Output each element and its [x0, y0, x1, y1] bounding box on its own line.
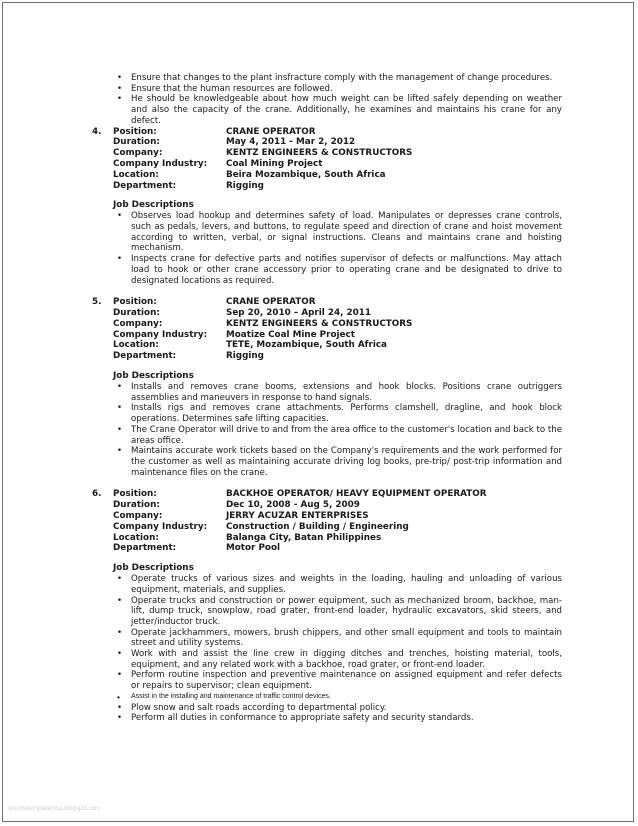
- bullet-icon: •: [117, 702, 123, 713]
- company-label: Company:: [113, 318, 163, 329]
- bullet-icon: •: [117, 73, 123, 83]
- list-item: • Installs and removes crane booms, extensions and hook blocks. Positions crane outriggers assemblies and maneuvers in response to hand signals.: [117, 382, 562, 403]
- department-row: [0, 181, 638, 192]
- section-number: 6.: [92, 489, 102, 500]
- location-row: [0, 170, 638, 181]
- duration-row: [0, 500, 638, 511]
- position-label: Position:: [113, 489, 157, 500]
- position-row: [0, 489, 638, 500]
- bullet-icon: •: [117, 254, 123, 265]
- industry-value: Construction / Building / Engineering: [226, 521, 409, 532]
- list-item: • Plow snow and salt roads according to departmental policy.: [117, 702, 387, 713]
- company-row: [0, 511, 638, 522]
- duration-label: Duration:: [113, 308, 160, 319]
- department-label: Department:: [113, 543, 177, 554]
- list-item: • Operate jackhammers, mowers, brush chippers, and other small equipment and tools to maintain street and utility systems.: [117, 627, 562, 649]
- duration-row: [0, 308, 638, 319]
- position-value: CRANE OPERATOR: [226, 297, 316, 308]
- list-item: • Work with and assist the line crew in digging ditches and trenches, hoisting material, tools, equipment, and any related work with a backhoe, road grater, or front-end loader.: [117, 649, 562, 670]
- list-item: • Observes load hookup and determines safety of load. Manipulates or depresses crane controls, such as pedals, levers, and buttons, to regulate speed and direction of crane and hoist movement according to written, verbal, or signal instructions. Cleans and maintains crane and hoisting mechanism.: [117, 211, 562, 254]
- bullet-icon: •: [117, 713, 123, 724]
- position-label: Position:: [113, 126, 157, 137]
- bullet-icon: •: [117, 574, 123, 585]
- department-label: Department:: [113, 180, 177, 191]
- position-label: Position:: [113, 297, 157, 308]
- job-description-list: [0, 211, 638, 286]
- location-label: Location:: [113, 532, 159, 543]
- duration-value: Sep 20, 2010 – April 24, 2011: [226, 308, 371, 319]
- bullet-icon: •: [117, 403, 123, 414]
- industry-row: [0, 159, 638, 170]
- bullet-icon: •: [117, 382, 123, 392]
- bullet-icon: •: [117, 670, 123, 681]
- company-value: KENTZ ENGINEERS & CONSTRUCTORS: [226, 318, 413, 329]
- list-item: • The Crane Operator will drive to and from the area office to the customer's location and back to the areas office.: [117, 424, 562, 446]
- location-value: TETE, Mozambique, South Africa: [226, 340, 387, 351]
- bullet-icon: •: [117, 649, 123, 660]
- list-item: • Ensure that the human resources are followed.: [117, 83, 333, 94]
- job-description-list: [0, 382, 638, 478]
- duration-label: Duration:: [113, 500, 160, 511]
- bullet-icon: •: [117, 83, 123, 94]
- section-number: 4.: [92, 126, 102, 137]
- list-item: • Perform all duties in conformance to appropriate safety and security standards.: [117, 713, 474, 724]
- industry-value: Moatize Coal Mine Project: [226, 329, 355, 340]
- location-value: Balanga City, Batan Philippines: [226, 532, 382, 543]
- list-item: • Installs rigs and removes crane attachments. Performs clamshell, dragline, and hook block operations. Determines safe lifting capacities.: [117, 403, 562, 425]
- list-item: • Operate trucks and construction or power equipment, such as mechanized broom, backhoe, man-lift, dump truck, snowplow, road grater, front-end loader, hydraulic excavators, skid steers, and jetter/inductor truck.: [117, 595, 562, 627]
- bullet-icon: •: [117, 691, 121, 702]
- duration-value: May 4, 2011 - Mar 2, 2012: [226, 137, 356, 148]
- industry-value: Coal Mining Project: [226, 158, 323, 169]
- resume-page: [0, 73, 638, 724]
- industry-row: [0, 330, 638, 341]
- position-row: [0, 297, 638, 308]
- bullet-icon: •: [117, 627, 123, 638]
- job-section-4: [0, 127, 638, 287]
- list-item: • Maintains accurate work tickets based on the Company's requirements and the work performed for the customer as well as maintaining accurate driving log books, pre-trip/ post-trip information and maintenance files on the crane.: [117, 446, 562, 478]
- department-value: Rigging: [226, 351, 264, 362]
- duration-value: Dec 10, 2008 - Aug 5, 2009: [226, 500, 360, 511]
- duration-row: [0, 137, 638, 148]
- list-item: • He should be knowledgeable about how much weight can be lifted safely depending on weather and also the capacity of the crane. Additionally, he examines and maintains his crane for any defect.: [117, 94, 562, 126]
- location-label: Location:: [113, 169, 159, 180]
- location-label: Location:: [113, 340, 159, 351]
- list-item: • Perform routine inspection and preventive maintenance on assigned equipment and refer defects or repairs to supervisor; clean equipment.: [117, 670, 562, 692]
- industry-label: Company Industry:: [113, 521, 208, 532]
- department-row: [0, 351, 638, 362]
- company-label: Company:: [113, 148, 163, 159]
- intro-bullet-list: [0, 73, 638, 127]
- company-row: [0, 319, 638, 330]
- department-row: [0, 543, 638, 554]
- job-section-5: [0, 297, 638, 478]
- job-descriptions-heading: Job Descriptions: [113, 200, 194, 211]
- list-item: • Inspects crane for defective parts and notifies supervisor of defects or malfunctions. May attach load to hook or other crane accessory prior to operating crane and be designated to drive to designated locations as required.: [117, 254, 562, 286]
- section-number: 5.: [92, 297, 102, 308]
- company-value: JERRY ACUZAR ENTERPRISES: [226, 510, 369, 521]
- position-value: CRANE OPERATOR: [226, 126, 316, 137]
- location-value: Beira Mozambique, South Africa: [226, 169, 386, 180]
- location-row: [0, 533, 638, 544]
- department-value: Motor Pool: [226, 543, 280, 554]
- list-item: • Operate trucks of various sizes and weights in the loading, hauling and unloading of various equipment, materials, and supplies.: [117, 574, 562, 595]
- bullet-icon: •: [117, 211, 123, 222]
- company-value: KENTZ ENGINEERS & CONSTRUCTORS: [226, 148, 413, 159]
- industry-row: [0, 522, 638, 533]
- list-item: • Ensure that changes to the plant insfracture comply with the management of change procedures.: [117, 73, 553, 83]
- list-item: • Assist in the installing and maintenance of traffic control devices.: [117, 691, 331, 702]
- industry-label: Company Industry:: [113, 329, 208, 340]
- industry-label: Company Industry:: [113, 158, 208, 169]
- department-label: Department:: [113, 351, 177, 362]
- position-row: [0, 127, 638, 138]
- bullet-icon: •: [117, 446, 123, 457]
- job-section-6: [0, 489, 638, 724]
- department-value: Rigging: [226, 180, 264, 191]
- job-description-list: [0, 574, 638, 724]
- job-descriptions-heading: Job Descriptions: [113, 371, 194, 381]
- company-row: [0, 148, 638, 159]
- location-row: [0, 340, 638, 351]
- bullet-icon: •: [117, 424, 123, 435]
- company-label: Company:: [113, 510, 163, 521]
- duration-label: Duration:: [113, 137, 160, 148]
- watermark-text: resumetemplatehrsa.blogspot.com: [8, 806, 101, 812]
- position-value: BACKHOE OPERATOR/ HEAVY EQUIPMENT OPERATOR: [226, 489, 487, 500]
- bullet-icon: •: [117, 94, 123, 105]
- bullet-icon: •: [117, 595, 123, 606]
- job-descriptions-heading: Job Descriptions: [113, 563, 194, 574]
